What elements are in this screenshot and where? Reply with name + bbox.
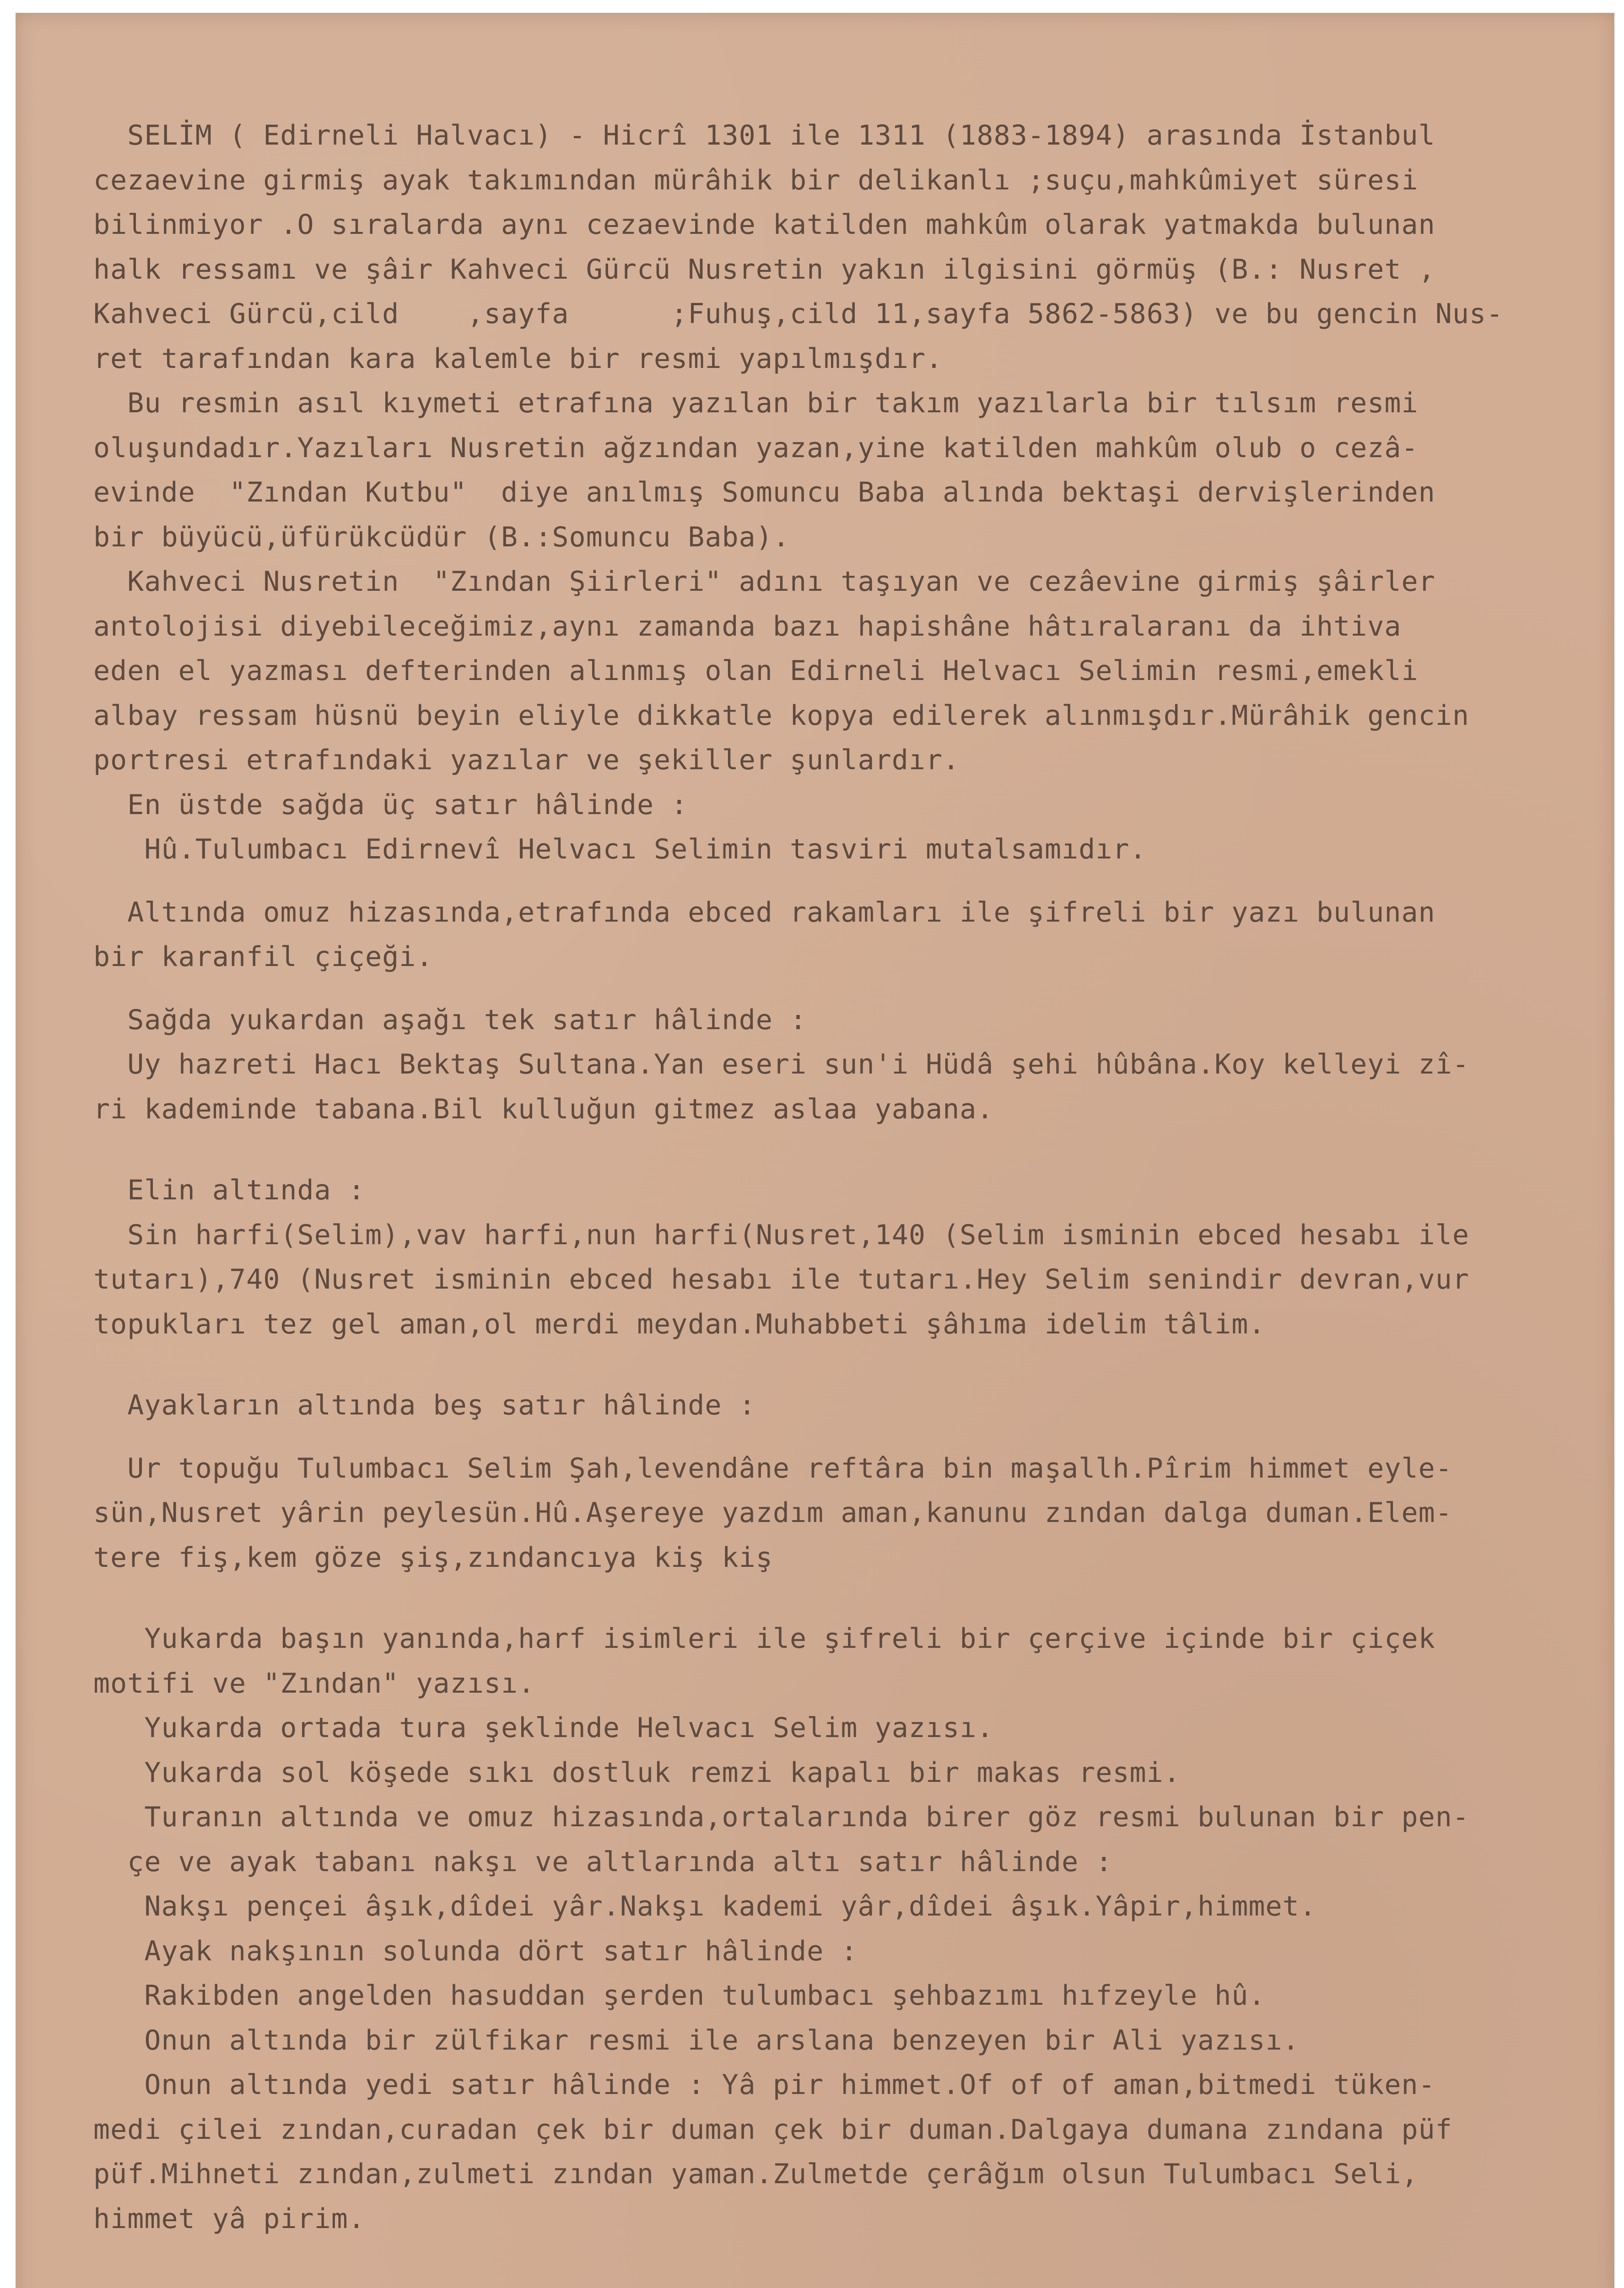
text-line: Ayakların altında beş satır hâlinde : (93, 1389, 756, 1421)
text-line: Ayak nakşının solunda dört satır hâlinde : (93, 1935, 858, 1967)
text-line: Sin harfi(Selim),vav harfi,nun harfi(Nusret,140 (Selim isminin ebced hesabı ile (93, 1219, 1469, 1251)
text-line: Uy hazreti Hacı Bektaş Sultana.Yan eseri sun'i Hüdâ şehi hûbâna.Koy kelleyi zî- (93, 1048, 1469, 1080)
text-line: Sağda yukardan aşağı tek satır hâlinde : (93, 1004, 807, 1036)
text-line: Yukarda sol köşede sıkı dostluk remzi kapalı bir makas resmi. (93, 1756, 1181, 1789)
blank-line (93, 1580, 1603, 1617)
text-line: Bu resmin asıl kıymeti etrafına yazılan bir takım yazılarla bir tılsım resmi (93, 387, 1419, 419)
blank-line (93, 1347, 1603, 1383)
text-line: Kahveci Gürcü,cild ,sayfa ;Fuhuş,cild 11,sayfa 5862-5863) ve bu gencin Nus- (93, 298, 1504, 330)
text-line: eden el yazması defterinden alınmış olan Edirneli Helvacı Selimin resmi,emekli (93, 655, 1419, 687)
text-line: Turanın altında ve omuz hizasında,ortalarında birer göz resmi bulunan bir pen- (93, 1801, 1469, 1833)
text-line: Elin altında : (93, 1174, 365, 1206)
blank-line (93, 980, 1603, 998)
text-line: cezaevine girmiş ayak takımından mürâhik bir delikanlı ;suçu,mahkûmiyet süresi (93, 164, 1419, 196)
text-line: Ur topuğu Tulumbacı Selim Şah,levendâne reftâra bin maşallh.Pîrim himmet eyle- (93, 1452, 1452, 1484)
text-line: Yukarda başın yanında,harf isimleri ile şifreli bir çerçive içinde bir çiçek (93, 1623, 1435, 1655)
text-line: En üstde sağda üç satır hâlinde : (93, 788, 688, 821)
text-line: portresi etrafındaki yazılar ve şekiller şunlardır. (93, 744, 960, 776)
text-line: ri kademinde tabana.Bil kulluğun gitmez aslaa yabana. (93, 1093, 994, 1125)
text-line: himmet yâ pirim. (93, 2202, 365, 2235)
text-line: Onun altında yedi satır hâlinde : Yâ pir himmet.Of of of aman,bitmedi tüken- (93, 2069, 1435, 2101)
text-line: SELİM ( Edirneli Halvacı) - Hicrî 1301 ile 1311 (1883-1894) arasında İstanbul (93, 119, 1435, 151)
text-line: Onun altında bir zülfikar resmi ile arslana benzeyen bir Ali yazısı. (93, 2024, 1300, 2056)
text-line: sün,Nusret yârin peylesün.Hû.Aşereye yazdım aman,kanunu zından dalga duman.Elem- (93, 1497, 1452, 1529)
typewritten-page (16, 13, 1614, 2288)
blank-line (93, 872, 1603, 890)
text-line: püf.Mihneti zından,zulmeti zından yaman.Zulmetde çerâğım olsun Tulumbacı Seli, (93, 2158, 1419, 2190)
text-line: bir karanfil çiçeği. (93, 941, 433, 973)
text-line: albay ressam hüsnü beyin eliyle dikkatle kopya edilerek alınmışdır.Mürâhik gencin (93, 699, 1469, 732)
blank-line (93, 1428, 1603, 1446)
text-line: ret tarafından kara kalemle bir resmi yapılmışdır. (93, 342, 943, 375)
text-line: evinde "Zından Kutbu" diye anılmış Somuncu Baba alında bektaşi dervişlerinden (93, 476, 1435, 508)
text-line: topukları tez gel aman,ol merdi meydan.Muhabbeti şâhıma idelim tâlim. (93, 1308, 1266, 1340)
text-line: tere fiş,kem göze şiş,zındancıya kiş kiş (93, 1541, 773, 1574)
text-line: Altında omuz hizasında,etrafında ebced rakamları ile şifreli bir yazı bulunan (93, 896, 1435, 928)
text-line: antolojisi diyebileceğimiz,aynı zamanda bazı hapishâne hâtıralaranı da ihtiva (93, 610, 1402, 642)
text-line: halk ressamı ve şâir Kahveci Gürcü Nusretin yakın ilgisini görmüş (B.: Nusret , (93, 253, 1435, 286)
text-line: Rakibden angelden hasuddan şerden tulumbacı şehbazımı hıfzeyle hû. (93, 1980, 1266, 2012)
text-line: motifi ve "Zından" yazısı. (93, 1667, 535, 1700)
text-line: oluşundadır.Yazıları Nusretin ağzından yazan,yine katilden mahkûm olub o cezâ- (93, 432, 1419, 464)
text-line: Kahveci Nusretin "Zından Şiirleri" adını taşıyan ve cezâevine girmiş şâirler (93, 566, 1435, 598)
text-line: medi çilei zından,curadan çek bir duman çek bir duman.Dalgaya dumana zındana püf (93, 2113, 1452, 2146)
blank-line (93, 1132, 1603, 1168)
document-body (93, 113, 1603, 2241)
text-line: bilinmiyor .O sıralarda aynı cezaevinde katilden mahkûm olarak yatmakda bulunan (93, 209, 1435, 241)
text-line: bir büyücü,üfürükcüdür (B.:Somuncu Baba). (93, 521, 790, 553)
text-line: Yukarda ortada tura şeklinde Helvacı Selim yazısı. (93, 1712, 994, 1744)
text-line: Nakşı pençei âşık,dîdei yâr.Nakşı kademi yâr,dîdei âşık.Yâpir,himmet. (93, 1890, 1316, 1922)
text-line: tutarı),740 (Nusret isminin ebced hesabı ile tutarı.Hey Selim senindir devran,vur (93, 1263, 1469, 1295)
text-line: Hû.Tulumbacı Edirnevî Helvacı Selimin tasviri mutalsamıdır. (93, 833, 1147, 865)
text-line: çe ve ayak tabanı nakşı ve altlarında altı satır hâlinde : (93, 1846, 1113, 1878)
